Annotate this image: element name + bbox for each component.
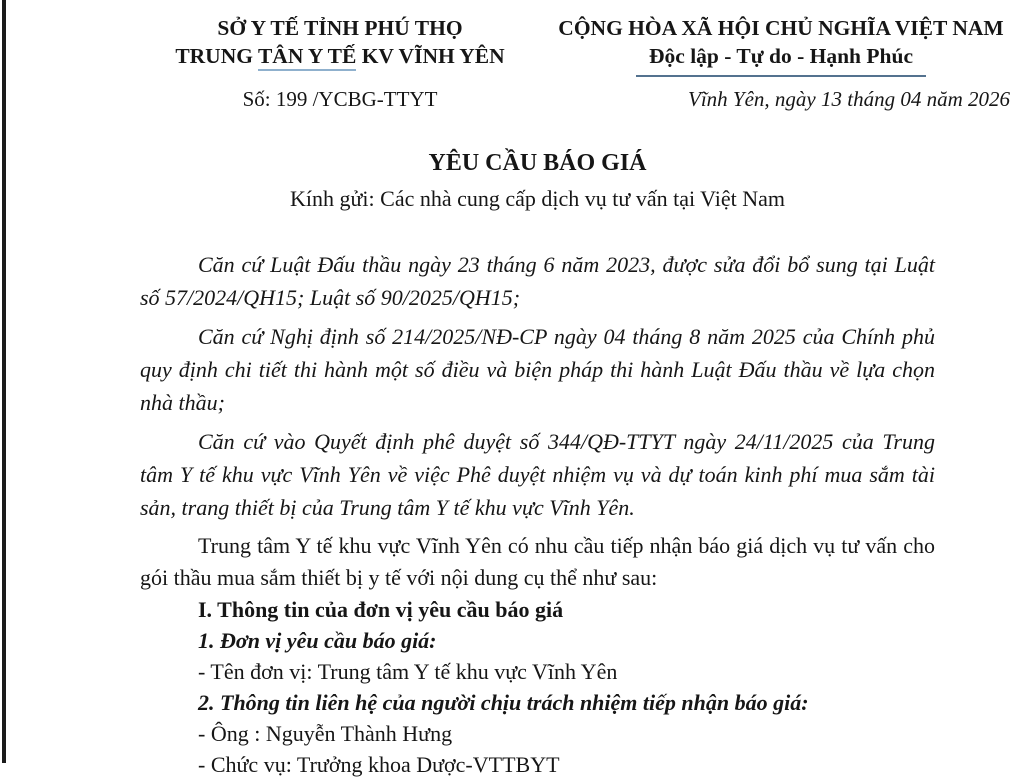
national-header xyxy=(550,14,1012,112)
contact-title-line: - Chức vụ: Trưởng khoa Dược-VTTBYT xyxy=(198,752,560,777)
salutation-line: Kính gửi: Các nhà cung cấp dịch vụ tư vấn tại Việt Nam xyxy=(290,186,785,211)
place-date-line: Vĩnh Yên, ngày 13 tháng 04 năm 2026 xyxy=(688,87,1010,111)
intro-paragraph: Trung tâm Y tế khu vực Vĩnh Yên có nhu cầu tiếp nhận báo giá dịch vụ tư vấn cho gói thầu mua sắm thiết bị y tế với nội dung cụ thể như sau: xyxy=(140,533,935,590)
issuer-header xyxy=(130,14,550,112)
section-i-item1-heading: 1. Đơn vị yêu cầu báo giá: xyxy=(198,628,437,653)
country-name: CỘNG HÒA XÃ HỘI CHỦ NGHĨA VIỆT NAM xyxy=(558,16,1004,40)
section-i-heading: I. Thông tin của đơn vị yêu cầu báo giá xyxy=(198,597,564,622)
document-title: YÊU CẦU BÁO GIÁ xyxy=(428,150,647,176)
issuer-unit-underlined: TÂN Y TẾ xyxy=(258,44,356,71)
legal-basis-paragraph: Căn cứ Nghị định số 214/2025/NĐ-CP ngày 04 tháng 8 năm 2025 của Chính phủ quy định chi tiết thi hành một số điều và biện pháp thi hành Luật Đấu thầu về lựa chọn nhà thầu; xyxy=(140,324,935,415)
contact-name-line: - Ông : Nguyễn Thành Hưng xyxy=(198,721,453,746)
doc-number: Số: 199 /YCBG-TTYT xyxy=(242,87,438,111)
unit-name-line: - Tên đơn vị: Trung tâm Y tế khu vực Vĩnh Yên xyxy=(198,659,618,684)
issuer-unit-suffix: KV VĨNH YÊN xyxy=(356,44,505,68)
issuer-unit-prefix: TRUNG xyxy=(175,44,258,68)
document-body xyxy=(140,140,935,780)
page-edge-line xyxy=(2,0,6,763)
legal-basis-paragraph: Căn cứ vào Quyết định phê duyệt số 344/QĐ-TTYT ngày 24/11/2025 của Trung tâm Y tế khu vực Vĩnh Yên về việc Phê duyệt nhiệm vụ và dự toán kinh phí mua sắm tài sản, trang thiết bị của Trung tâm Y tế khu vực Vĩnh Yên. xyxy=(140,429,935,520)
national-motto: Độc lập - Tự do - Hạnh Phúc xyxy=(636,42,926,77)
section-i-item2-heading: 2. Thông tin liên hệ của người chịu trách nhiệm tiếp nhận báo giá: xyxy=(198,690,809,715)
national-motto-line xyxy=(550,42,1012,77)
issuer-department: SỞ Y TẾ TỈNH PHÚ THỌ xyxy=(217,16,463,40)
issuer-unit xyxy=(130,42,550,70)
legal-basis-paragraph: Căn cứ Luật Đấu thầu ngày 23 tháng 6 năm 2023, được sửa đổi bổ sung tại Luật số 57/2024/QH15; Luật số 90/2025/QH15; xyxy=(140,252,935,310)
